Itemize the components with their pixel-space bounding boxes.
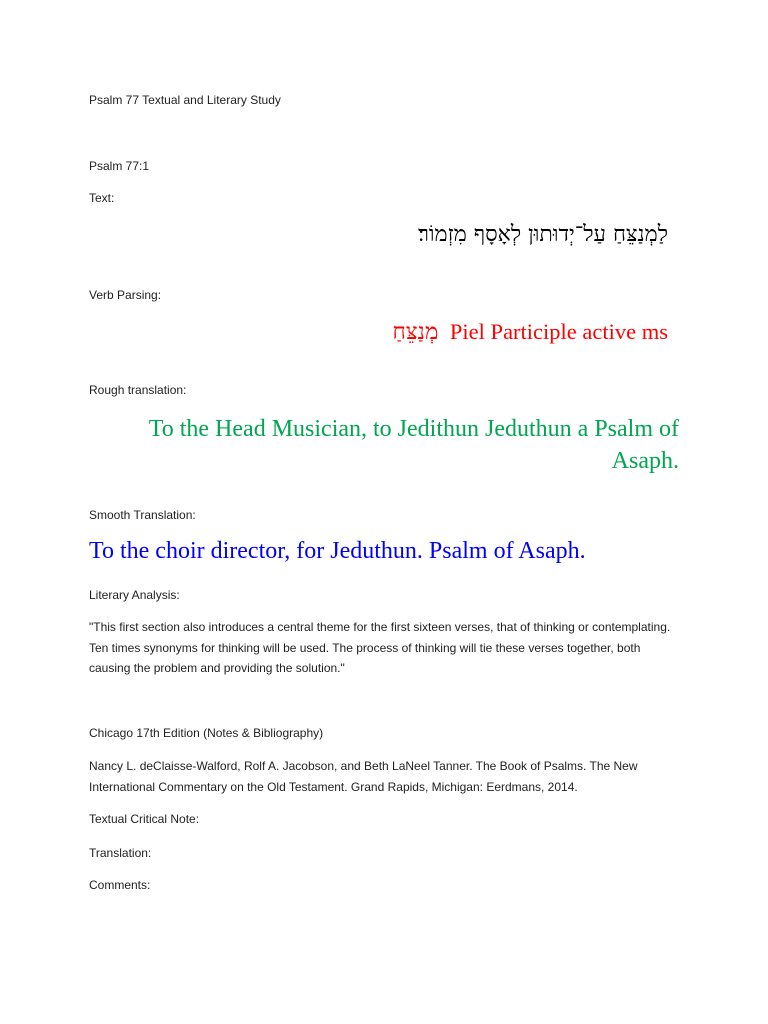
smooth-translation-label: Smooth Translation: bbox=[89, 508, 196, 522]
smooth-translation-text: To the choir director, for Jeduthun. Psalm of Asaph. bbox=[89, 538, 586, 564]
hebrew-verse-text: לַמְנַצֵּחַ עַל־יְדוּתוּן לְאָסָף מִזְמוֹר׃ bbox=[418, 222, 668, 247]
literary-analysis-label: Literary Analysis: bbox=[89, 588, 180, 602]
textual-critical-note-label: Textual Critical Note: bbox=[89, 812, 200, 826]
verse-reference: Psalm 77:1 bbox=[89, 159, 150, 173]
rough-translation-text: To the Head Musician, to Jedithun Jeduthun a Psalm of Asaph. bbox=[148, 416, 679, 474]
citation-style-heading: Chicago 17th Edition (Notes & Bibliography) bbox=[89, 726, 324, 740]
comments-label: Comments: bbox=[89, 878, 151, 892]
verb-parsing-line bbox=[393, 319, 668, 345]
bibliography-citation: Nancy L. deClaisse-Walford, Rolf A. Jacobson, and Beth LaNeel Tanner. The Book of Psalms. The New International Commentary on the Old Testament. Grand Rapids, Michigan: Eerdmans, 2014. bbox=[89, 759, 638, 794]
verb-parsing-description: Piel Participle active ms bbox=[449, 319, 668, 344]
verb-parsing-hebrew-word: מְנַצֵּחַ bbox=[392, 319, 439, 345]
translation-label: Translation: bbox=[89, 846, 152, 860]
rough-translation-label: Rough translation: bbox=[89, 383, 187, 397]
document-title: Psalm 77 Textual and Literary Study bbox=[89, 93, 281, 107]
verb-parsing-label: Verb Parsing: bbox=[89, 288, 162, 302]
text-label: Text: bbox=[89, 191, 115, 205]
literary-analysis-quote: "This first section also introduces a central theme for the first sixteen verses, that of thinking or contemplating. Ten times synonyms for thinking will be used. The process of thinking will tie these verses together, both causing the problem and providing the solution." bbox=[89, 620, 671, 675]
